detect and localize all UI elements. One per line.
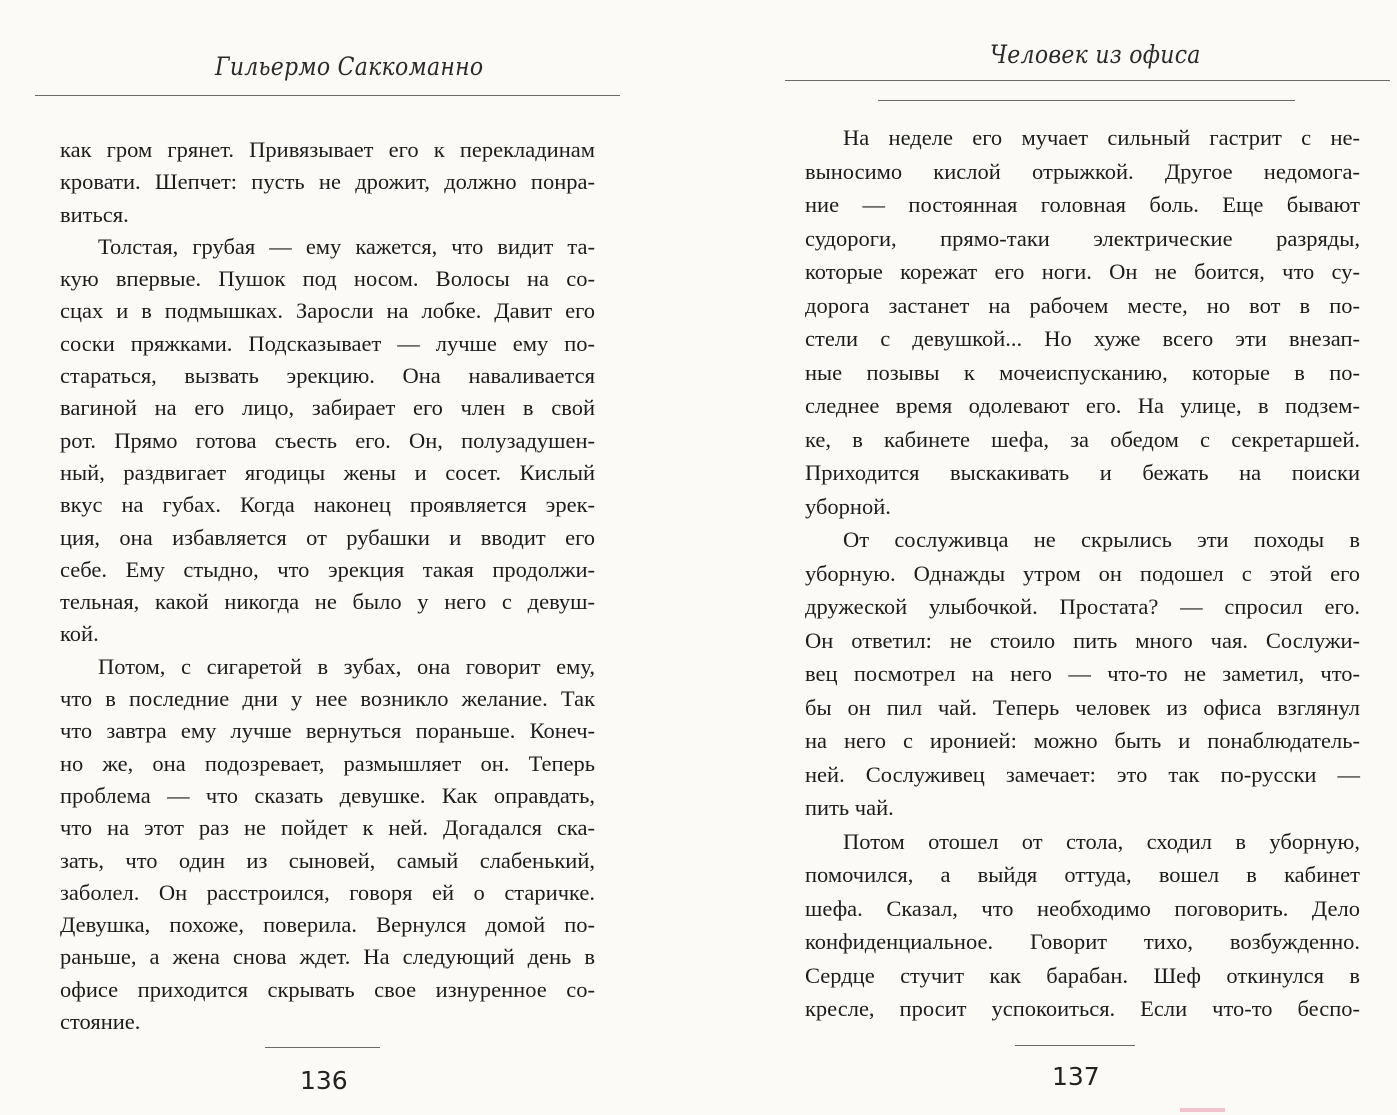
text-line: конфиденциальное. Говорит тихо, возбужденно. — [805, 929, 1360, 954]
text-line: виться. — [60, 201, 129, 227]
text-line: на него с иронией: можно быть и понаблюдатель- — [805, 728, 1360, 753]
text-line: выносимо кислой отрыжкой. Другое недомога- — [805, 158, 1360, 184]
text-line: уборную. Однажды утром он подошел с этой его — [805, 560, 1360, 586]
footer-rule — [265, 1047, 380, 1048]
text-line: что завтра ему лучше вернуться пораньше. Конеч- — [60, 718, 595, 744]
text-line: как гром грянет. Привязывает его к перекладинам — [60, 137, 595, 162]
text-line: кой. — [60, 621, 99, 647]
text-line: бы он пил чай. Теперь человек из офиса взглянул — [805, 694, 1360, 720]
text-line: пить чай. — [805, 795, 894, 820]
text-line: ные позывы к мочеиспусканию, которые в по- — [805, 359, 1360, 385]
header-rule-secondary — [878, 100, 1295, 101]
text-line: соски пряжками. Подсказывает — лучше ему по- — [60, 330, 595, 356]
text-line: На неделе его мучает сильный гастрит с не- — [843, 125, 1360, 150]
text-line: стели с девушкой... Но хуже всего эти внезап- — [805, 326, 1360, 351]
text-line: себе. Ему стыдно, что эрекция такая продолжи- — [60, 556, 595, 582]
text-line: От сослуживца не скрылись эти походы в — [843, 527, 1360, 552]
text-line: ный, раздвигает ягодицы жены и сосет. Кислый — [60, 459, 595, 485]
text-line: сцах и в подмышках. Заросли на лобке. Давит его — [60, 298, 595, 324]
page-number: 136 — [300, 1066, 348, 1095]
page-number: 137 — [1052, 1062, 1100, 1091]
page-text — [60, 134, 595, 1038]
text-line: ке, в кабинете шефа, за обедом с секретаршей. — [805, 426, 1360, 452]
text-line: стояние. — [60, 1009, 141, 1035]
text-line: офисе приходится скрывать свое изнуренное со- — [60, 976, 595, 1002]
text-line: ней. Сослуживец замечает: это так по-русски — — [805, 761, 1360, 787]
text-line: следнее время одолевают его. На улице, в подзем- — [805, 393, 1360, 418]
text-line: кресле, просит успокоиться. Если что-то беспо- — [805, 996, 1360, 1021]
text-line: кровати. Шепчет: пусть не дрожит, должно понра- — [60, 169, 595, 195]
text-line: зать, что один из сыновей, самый слабенький, — [60, 847, 595, 873]
left-page — [0, 0, 690, 1115]
text-line: что на этот раз не пойдет к ней. Догадался ска- — [60, 815, 595, 841]
text-line: Потом, с сигаретой в зубах, она говорит ему, — [98, 653, 595, 679]
scan-mark — [1180, 1108, 1225, 1112]
text-line: уборной. — [805, 493, 891, 519]
text-line: стараться, вызвать эрекцию. Она наваливается — [60, 363, 595, 389]
text-line: Он ответил: не стоило пить много чая. Сослужи- — [805, 627, 1360, 653]
text-line: проблема — что сказать девушке. Как оправдать, — [60, 782, 595, 808]
text-line: вкус на губах. Когда наконец проявляется эрек- — [60, 492, 595, 518]
text-line: которые корежат его ноги. Он не боится, что су- — [805, 259, 1360, 284]
text-line: тельная, какой никогда не было у него с девуш- — [60, 589, 595, 615]
text-line: но же, она подозревает, размышляет он. Теперь — [60, 750, 595, 776]
text-line: судороги, прямо-таки электрические разряды, — [805, 225, 1360, 251]
text-line: Потом отошел от стола, сходил в уборную, — [843, 828, 1360, 854]
header-rule — [785, 80, 1390, 81]
text-line: раньше, а жена снова ждет. На следующий день в — [60, 944, 595, 970]
text-line: что в последние дни у нее возникло желание. Так — [60, 686, 595, 712]
running-header-title: Человек из офиса — [990, 40, 1201, 69]
text-line: ние — постоянная головная боль. Еще бывают — [805, 192, 1360, 217]
page-text — [805, 121, 1360, 1026]
text-line: дружеской улыбочкой. Простата? — спросил его. — [805, 594, 1360, 619]
text-line: вагиной на его лицо, забирает его член в свой — [60, 395, 595, 421]
text-line: заболел. Он расстроился, говоря ей о старичке. — [60, 879, 595, 905]
text-line: Толстая, грубая — ему кажется, что видит та- — [98, 233, 595, 259]
header-rule — [35, 95, 620, 96]
text-line: кую впервые. Пушок под носом. Волосы на со- — [60, 266, 595, 292]
text-line: Приходится выскакивать и бежать на поиски — [805, 460, 1360, 485]
text-line: ция, она избавляется от рубашки и вводит его — [60, 524, 595, 550]
running-header-author: Гильермо Саккоманно — [215, 52, 484, 81]
footer-rule — [1015, 1045, 1135, 1046]
text-line: рот. Прямо готова съесть его. Он, полузадушен- — [60, 427, 595, 453]
text-line: Девушка, похоже, поверила. Вернулся домой по- — [60, 912, 595, 938]
text-line: Сердце стучит как барабан. Шеф откинулся в — [805, 962, 1360, 988]
text-line: помочился, а выйдя оттуда, вошел в кабинет — [805, 862, 1360, 887]
text-line: дорога застанет на рабочем месте, но вот в по- — [805, 292, 1360, 318]
text-line: шефа. Сказал, что необходимо поговорить. Дело — [805, 895, 1360, 921]
text-line: вец посмотрел на него — что-то не заметил, что- — [805, 661, 1360, 686]
right-page — [700, 0, 1397, 1115]
